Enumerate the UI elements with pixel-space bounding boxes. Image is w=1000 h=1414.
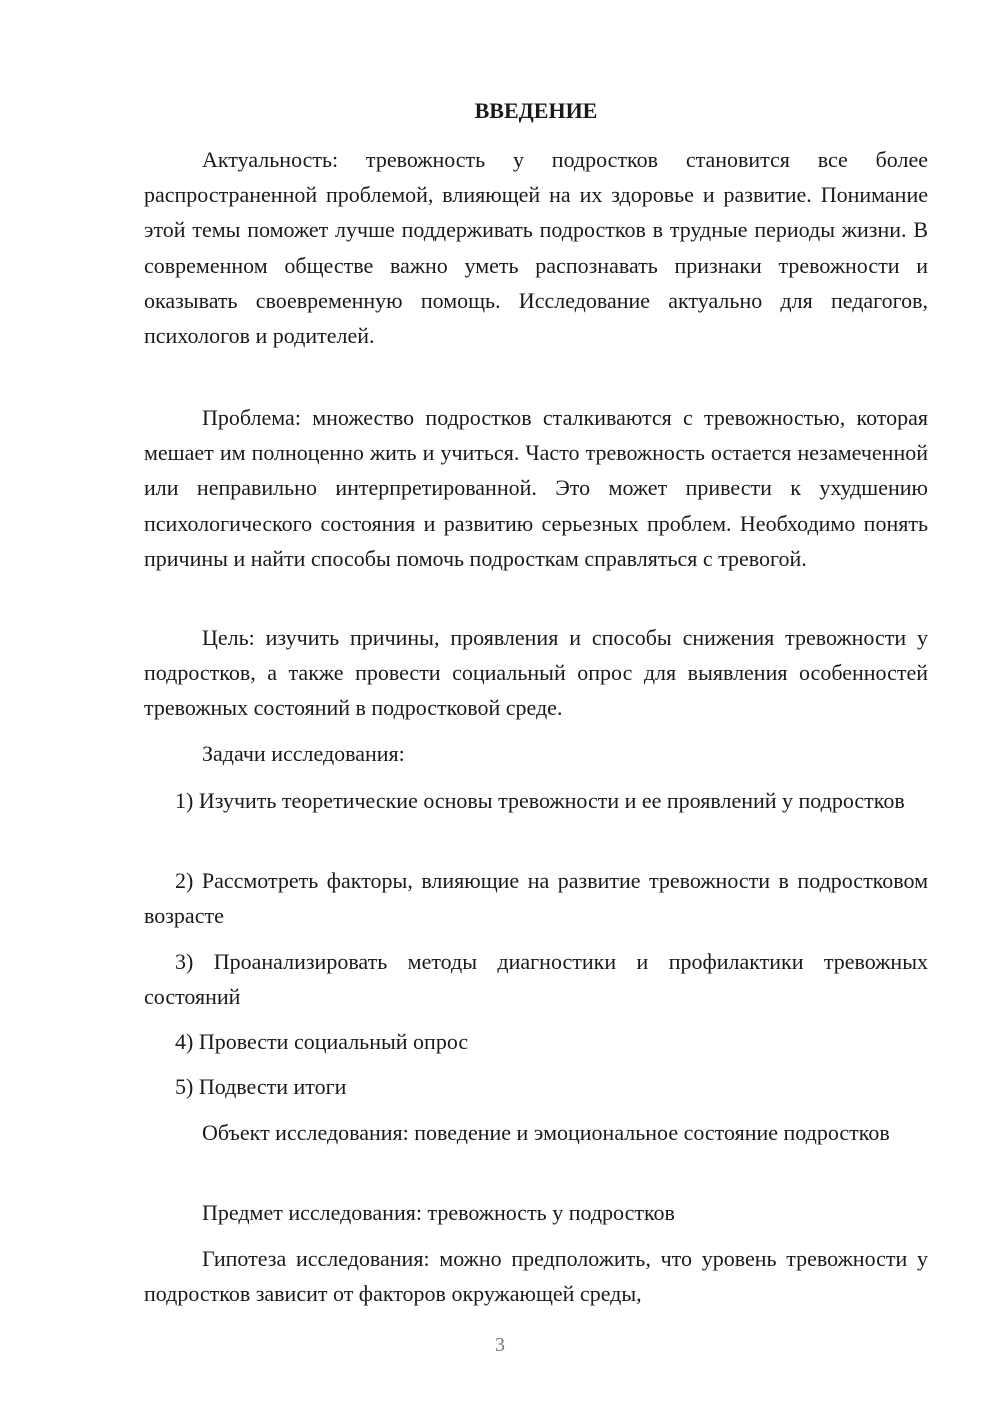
hypothesis-paragraph: Гипотеза исследования: можно предположить, что уровень тревожности у подростков зависит от факторов окружающей среды, — [144, 1246, 928, 1307]
task-item-1: 1) Изучить теоретические основы тревожности и ее проявлений у подростков — [175, 788, 905, 813]
task-item-2: 2) Рассмотреть факторы, влияющие на развитие тревожности в подростковом возрасте — [144, 868, 928, 929]
page-number: 3 — [495, 1334, 505, 1356]
relevance-paragraph: Актуальность: тревожность у подростков становится все более распространенной проблемой, влияющей на их здоровье и развитие. Понимание этой темы поможет лучше поддерживать подростков в трудные периоды жизни. В современном обществе важно уметь распознавать признаки тревожности и оказывать своевременную помощь. Исследование актуально для педагогов, психологов и родителей. — [144, 147, 928, 349]
subject-paragraph: Предмет исследования: тревожность у подростков — [202, 1200, 675, 1225]
tasks-heading: Задачи исследования: — [202, 741, 405, 766]
object-paragraph: Объект исследования: поведение и эмоциональное состояние подростков — [202, 1120, 890, 1145]
task-item-4: 4) Провести социальный опрос — [175, 1029, 469, 1054]
task-item-3: 3) Проанализировать методы диагностики и профилактики тревожных состояний — [144, 949, 928, 1010]
problem-paragraph: Проблема: множество подростков сталкиваются с тревожностью, которая мешает им полноценно жить и учиться. Часто тревожность остается незамеченной или неправильно интерпретированной. Это может привести к ухудшению психологического состояния и развитию серьезных проблем. Необходимо понять причины и найти способы помочь подросткам справляться с тревогой. — [144, 405, 928, 571]
section-title: ВВЕДЕНИЕ — [474, 98, 598, 123]
task-item-5: 5) Подвести итоги — [175, 1074, 347, 1099]
goal-paragraph: Цель: изучить причины, проявления и способы снижения тревожности у подростков, а также провести социальный опрос для выявления особенностей тревожных состояний в подростковой среде. — [144, 625, 928, 721]
